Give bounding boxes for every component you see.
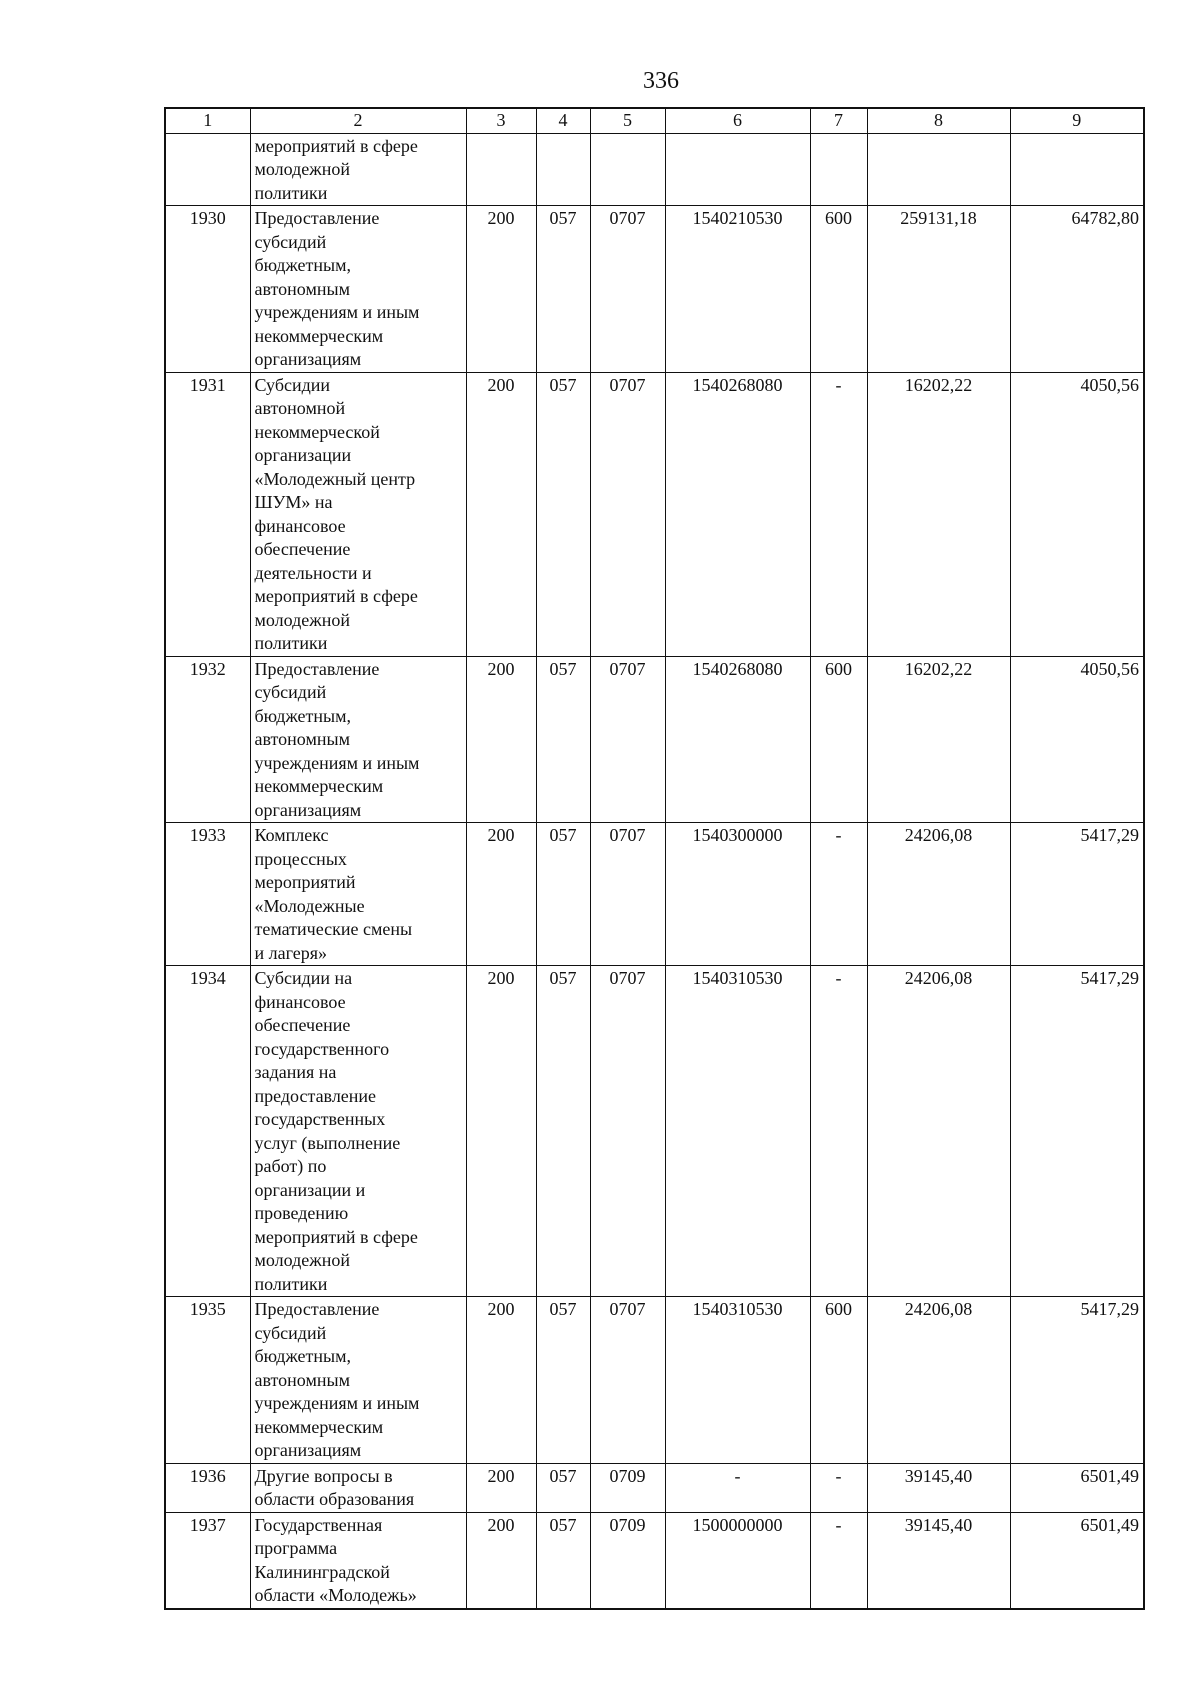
description-line: работ) по [254,1156,327,1176]
description-line: ШУМ» на [254,492,333,512]
budget-table [164,107,1145,1610]
amount-8-cell: 39145,40 [867,1463,1010,1512]
code-3-cell: 200 [466,1297,536,1464]
description-cell [250,133,466,206]
description-cell [250,656,466,823]
row-number-cell: 1931 [165,372,250,656]
description-line: государственных [254,1109,386,1129]
description-line: Предоставление [254,208,380,228]
column-header: 6 [665,108,810,133]
target-article-cell: 1540268080 [665,372,810,656]
amount-9-cell: 5417,29 [1010,1297,1144,1464]
amount-8-cell: 259131,18 [867,206,1010,373]
description-line: молодежной [254,159,350,179]
table-row [165,656,1144,823]
description-line: субсидий [254,682,327,702]
expense-type-cell: 600 [810,206,867,373]
description-line: бюджетным, [254,1346,352,1366]
description-line: организации [254,445,352,465]
expense-type-cell: - [810,1512,867,1609]
description-line: «Молодежные [254,895,365,916]
description-cell [250,1512,466,1609]
description-line: «Молодежный центр [254,468,416,489]
target-article-cell [665,133,810,206]
column-header: 7 [810,108,867,133]
target-article-cell: 1540310530 [665,966,810,1297]
description-line: организациям [254,799,362,820]
description-line: автономным [254,729,350,749]
description-line: учреждениям и иным [254,1393,420,1413]
target-article-cell: 1540310530 [665,1297,810,1464]
description-line: организациям [254,349,362,369]
column-header: 9 [1010,108,1144,133]
section-code-cell: 0709 [590,1463,665,1512]
description-line: услуг (выполнение [254,1132,401,1153]
description-line: задания на [254,1062,337,1082]
expense-type-cell: 600 [810,1297,867,1464]
expense-type-cell: - [810,1463,867,1512]
description-line: молодежной [254,1250,350,1270]
table-row [165,1463,1144,1512]
description-line: некоммерческим [254,325,384,346]
table-row [165,206,1144,373]
row-number-cell: 1933 [165,823,250,966]
code-4-cell: 057 [536,656,590,823]
code-3-cell: 200 [466,206,536,373]
description-line: молодежной [254,609,350,630]
description-line: Субсидии [254,374,331,395]
description-line: финансовое [254,991,346,1012]
header-row [165,108,1144,133]
description-line: мероприятий в сфере [254,1226,418,1247]
amount-8-cell [867,133,1010,206]
code-3-cell [466,133,536,206]
target-article-cell: 1500000000 [665,1512,810,1609]
description-line: политики [254,1273,328,1294]
description-line: Другие вопросы в [254,1465,393,1486]
amount-9-cell: 5417,29 [1010,823,1144,966]
row-number-cell: 1930 [165,206,250,373]
section-code-cell: 0707 [590,656,665,823]
description-line: организации и [254,1179,366,1200]
column-header: 4 [536,108,590,133]
description-line: автономной [254,398,346,418]
description-cell [250,372,466,656]
expense-type-cell: 600 [810,656,867,823]
target-article-cell: 1540268080 [665,656,810,823]
code-4-cell: 057 [536,1512,590,1609]
table-row [165,1512,1144,1609]
code-4-cell: 057 [536,1463,590,1512]
description-line: процессных [254,848,347,869]
description-line: организациям [254,1440,362,1460]
expense-type-cell: - [810,966,867,1297]
target-article-cell: 1540300000 [665,823,810,966]
description-line: обеспечение [254,539,351,559]
description-line: учреждениям и иным [254,302,420,322]
description-line: учреждениям и иным [254,752,420,773]
amount-8-cell: 24206,08 [867,1297,1010,1464]
description-line: деятельности и [254,562,372,583]
description-line: субсидий [254,231,327,252]
description-line: проведению [254,1203,349,1223]
amount-9-cell: 6501,49 [1010,1463,1144,1512]
section-code-cell: 0707 [590,966,665,1297]
code-4-cell: 057 [536,823,590,966]
target-article-cell: 1540210530 [665,206,810,373]
description-cell [250,1463,466,1512]
expense-type-cell: - [810,372,867,656]
table-row [165,966,1144,1297]
row-number-cell: 1935 [165,1297,250,1464]
code-3-cell: 200 [466,1463,536,1512]
description-line: мероприятий [254,872,356,892]
amount-8-cell: 16202,22 [867,372,1010,656]
row-number-cell: 1932 [165,656,250,823]
code-4-cell: 057 [536,206,590,373]
table-row [165,1297,1144,1464]
column-header: 2 [250,108,466,133]
description-line: обеспечение [254,1015,351,1035]
amount-9-cell: 4050,56 [1010,372,1144,656]
amount-8-cell: 24206,08 [867,823,1010,966]
code-3-cell: 200 [466,372,536,656]
description-line: тематические смены [254,919,413,939]
description-line: мероприятий в сфере [254,135,418,156]
description-line: мероприятий в сфере [254,586,418,606]
description-line: Государственная [254,1514,383,1535]
description-line: области образования [254,1489,415,1509]
amount-9-cell: 4050,56 [1010,656,1144,823]
row-number-cell: 1937 [165,1512,250,1609]
section-code-cell: 0707 [590,206,665,373]
description-cell [250,966,466,1297]
table-row [165,372,1144,656]
code-3-cell: 200 [466,1512,536,1609]
code-4-cell: 057 [536,966,590,1297]
description-line: политики [254,182,328,203]
section-code-cell: 0707 [590,823,665,966]
amount-9-cell: 5417,29 [1010,966,1144,1297]
code-3-cell: 200 [466,656,536,823]
description-line: финансовое [254,515,346,536]
description-line: бюджетным, [254,705,352,726]
description-line: автономным [254,278,350,299]
description-line: Комплекс [254,825,329,845]
description-line: бюджетным, [254,255,352,275]
description-line: предоставление [254,1085,377,1106]
amount-9-cell: 6501,49 [1010,1512,1144,1609]
row-number-cell: 1934 [165,966,250,1297]
expense-type-cell: - [810,823,867,966]
table-body [165,133,1144,1609]
description-line: субсидий [254,1322,327,1343]
description-line: и лагеря» [254,942,328,963]
code-4-cell: 057 [536,1297,590,1464]
description-line: политики [254,633,328,653]
column-header: 3 [466,108,536,133]
row-number-cell: 1936 [165,1463,250,1512]
code-3-cell: 200 [466,966,536,1297]
target-article-cell: - [665,1463,810,1512]
code-3-cell: 200 [466,823,536,966]
description-line: некоммерческим [254,776,384,796]
description-line: Предоставление [254,1299,380,1319]
amount-9-cell [1010,133,1144,206]
section-code-cell: 0707 [590,1297,665,1464]
code-4-cell [536,133,590,206]
column-header: 8 [867,108,1010,133]
description-line: некоммерческим [254,1416,384,1437]
column-header: 5 [590,108,665,133]
description-cell [250,823,466,966]
page-number: 336 [643,68,679,94]
code-4-cell: 057 [536,372,590,656]
description-line: Субсидии на [254,968,353,988]
description-cell [250,1297,466,1464]
table-row [165,133,1144,206]
section-code-cell: 0709 [590,1512,665,1609]
section-code-cell [590,133,665,206]
description-line: программа [254,1538,338,1558]
amount-8-cell: 39145,40 [867,1512,1010,1609]
section-code-cell: 0707 [590,372,665,656]
amount-9-cell: 64782,80 [1010,206,1144,373]
row-number-cell [165,133,250,206]
amount-8-cell: 24206,08 [867,966,1010,1297]
column-header: 1 [165,108,250,133]
amount-8-cell: 16202,22 [867,656,1010,823]
description-line: некоммерческой [254,421,380,442]
table-row [165,823,1144,966]
description-line: автономным [254,1369,350,1390]
expense-type-cell [810,133,867,206]
description-line: области «Молодежь» [254,1585,417,1605]
description-cell [250,206,466,373]
description-line: Предоставление [254,658,380,679]
description-line: государственного [254,1038,390,1059]
description-line: Калининградской [254,1561,390,1582]
